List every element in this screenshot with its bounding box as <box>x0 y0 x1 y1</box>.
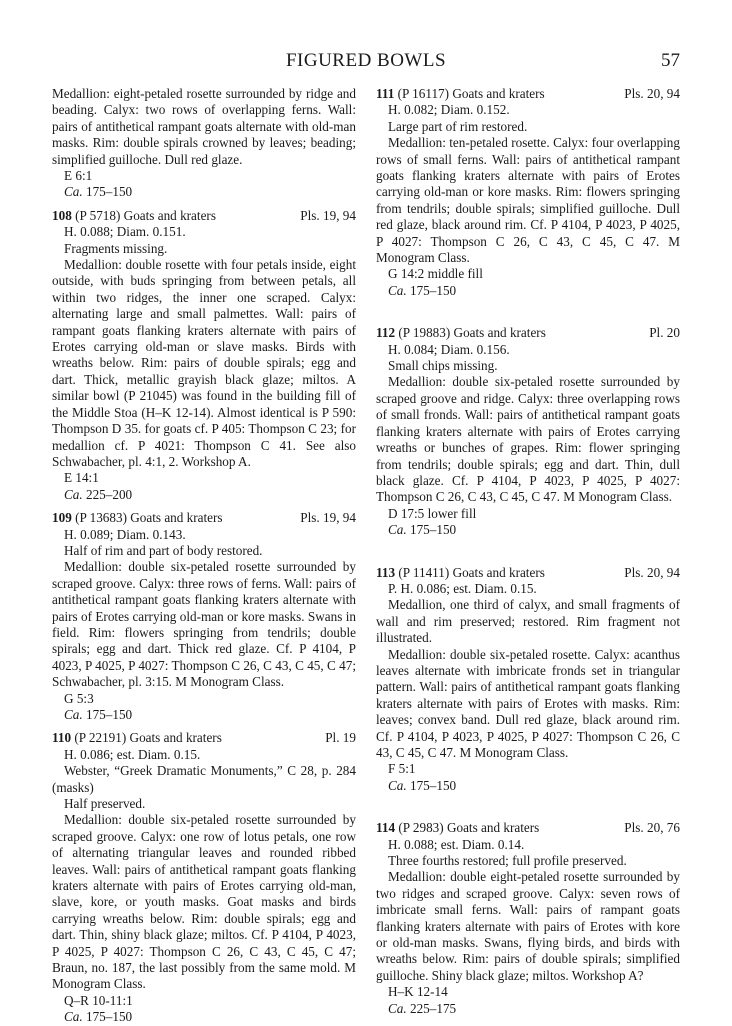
catalogue-entry-111 <box>376 86 680 299</box>
running-head <box>0 50 732 74</box>
entry-number: 112 <box>376 325 396 341</box>
entry-number: 113 <box>376 564 396 580</box>
entry-condition: Half preserved. <box>64 796 146 812</box>
entry-title: (P 19883) Goats and kraters <box>398 325 546 341</box>
entry-dimensions: P. H. 0.086; est. Diam. 0.15. <box>388 580 537 596</box>
entry-title: (P 11411) Goats and kraters <box>398 564 545 580</box>
circa-label: Ca. <box>388 522 407 538</box>
page-number: 57 <box>661 50 680 71</box>
entry-date <box>376 778 680 794</box>
date-range: 225–175 <box>409 1000 457 1016</box>
entry-number: 109 <box>52 510 72 526</box>
circa-label: Ca. <box>388 282 407 298</box>
entry-number: 111 <box>376 86 395 101</box>
circa-label: Ca. <box>64 1009 83 1025</box>
entry-title: (P 16117) Goats and kraters <box>397 86 545 101</box>
left-column <box>52 86 356 1026</box>
catalogue-entry-109 <box>52 510 356 723</box>
entry-heading <box>52 208 356 224</box>
entry-plates: Pls. 20, 76 <box>624 820 680 836</box>
entry-context: D 17:5 lower fill <box>388 505 477 521</box>
entry-date <box>52 487 356 503</box>
entry-dimensions: H. 0.084; Diam. 0.156. <box>388 341 510 357</box>
entry-number: 110 <box>52 730 72 746</box>
entry-description: Medallion: double six-petaled rosette surrounded by scraped groove. Calyx: one row of lotus petals, one row of alternating triangular leaves and rounded ribbed leaves. Wall: pairs of antithetical rampant goats flanking kraters alternate with pairs of Erotes carrying old-man, slave, kore, or youth masks. Goat masks and birds carrying wreaths below. Rim: double spirals; egg and dart. Thin, shiny black glaze; miltos. Cf. P 4104, P 4023, P 4025, P 4027: Thompson C 26, C 43, C 45, C 47; Braun, no. 187, the last possibly from the same mold. M Monogram Class. <box>52 812 356 992</box>
entry-description: Medallion: double eight-petaled rosette surrounded by two ridges and scraped groove. Calyx: seven rows of imbricate small ferns. Wall: pairs of rampant goats flanking kraters alternate with pairs of Erotes with kore or old-man masks. Swans, flying birds, and birds with wreaths below. Rim: pairs of double spirals; simplified guilloche. Shiny black glaze; miltos. Workshop A? <box>376 869 680 983</box>
entry-context: F 5:1 <box>388 761 416 777</box>
entry-reference: Webster, “Greek Dramatic Monuments,” C 28, p. 284 (masks) <box>52 763 356 795</box>
entry-title: (P 22191) Goats and kraters <box>74 730 222 746</box>
entry-date <box>376 522 680 538</box>
entry-plates: Pls. 19, 94 <box>300 207 356 223</box>
date-range: 175–150 <box>85 184 133 200</box>
entry-description: Medallion: double rosette with four petals inside, eight outside, with buds springing from between petals, all within two ridges, the inner one scraped. Calyx: alternating large and small palmettes. Wall: pairs of rampant goats flanking kraters alternate with pairs of Erotes carrying old-man or slave masks. Birds with wreaths below. Rim: pairs of double spirals; egg and dart. Thick, metallic grayish black glaze; miltos. A similar bowl (P 21045) was found in the building fill of the Middle Stoa (H–K 12-14). Almost identical is P 590: Thompson D 35. for goats cf. P 405: Thompson C 23; for medallion cf. P 4021: Thompson C 41. See also Schwabacher, pl. 4:1, 2. Workshop A. <box>52 257 356 469</box>
entry-number: 114 <box>376 820 396 836</box>
entry-heading <box>52 730 356 746</box>
entry-title: (P 5718) Goats and kraters <box>75 207 216 223</box>
date-range: 175–150 <box>409 522 457 538</box>
entry-description: Medallion: ten-petaled rosette. Calyx: four overlapping rows of small ferns. Wall: pairs of antithetical rampant goats flanking kraters alternate with pairs of Erotes carrying old-man or kore masks. Rim: flowers springing from tendrils; double spirals; simplified guilloche. Dull red glaze, black around rim. Cf. P 4104, P 4023, P 4025, P 4027: Thompson C 26, C 43, C 45, C 47. M Monogram Class. <box>376 135 680 266</box>
catalogue-entry-108 <box>52 208 356 503</box>
entry-number: 108 <box>52 207 72 223</box>
entry-context: E 14:1 <box>64 470 99 486</box>
entry-description: Medallion: double six-petaled rosette surrounded by scraped groove and ridge. Calyx: three overlapping rows of small fronds. Wall: pairs of antithetical rampant goats flanking kraters alternate with pairs of Erotes carrying wreaths or bunches of grapes. Rim: flower springing from tendrils; double spirals; egg and dart. Thin, dull black glaze. Cf. P 4104, P 4023, P 4025, P 4027: Thompson C 26, C 43, C 45, C 47. M Monogram Class. <box>376 374 680 505</box>
entry-date <box>52 184 356 200</box>
entry-condition: Fragments missing. <box>64 240 168 256</box>
entry-date <box>52 1009 356 1025</box>
entry-heading <box>376 565 680 581</box>
date-range: 175–150 <box>409 282 457 298</box>
entry-condition: Half of rim and part of body restored. <box>64 542 263 558</box>
circa-label: Ca. <box>388 1000 407 1016</box>
entry-date <box>52 707 356 723</box>
entry-title: (P 13683) Goats and kraters <box>75 510 223 526</box>
circa-label: Ca. <box>388 777 407 793</box>
entry-description: Medallion: double six-petaled rosette surrounded by scraped groove. Calyx: three rows of ferns. Wall: pairs of antithetical rampant goats flanking kraters alternate with pairs of Erotes carrying old-man or kore masks. Swans in field. Rim: flowers springing from tendrils; double spirals; egg and dart. Thick red glaze. Cf. P 4104, P 4023, P 4025, P 4027: Thompson C 26, C 43, C 45, C 47; Schwabacher, pl. 3:15. M Monogram Class. <box>52 559 356 690</box>
catalogue-entry-112 <box>376 325 680 538</box>
entry-date <box>376 1001 680 1017</box>
right-column <box>376 86 680 1017</box>
entry-condition: Medallion, one third of calyx, and small fragments of wall and rim preserved; restored. Rim fragment not illustrated. <box>376 597 680 646</box>
circa-label: Ca. <box>64 707 83 722</box>
entry-dimensions: H. 0.082; Diam. 0.152. <box>388 102 510 118</box>
entry-description: Medallion: eight-petaled rosette surrounded by ridge and beading. Calyx: two rows of overlapping ferns. Wall: pairs of antithetical rampant goats alternate with old-man masks. Rim: double spirals crowned by leaves; beading; simplified guilloche. Dull red glaze. <box>52 86 356 167</box>
entry-dimensions: H. 0.088; est. Diam. 0.14. <box>388 836 525 852</box>
catalogue-entry-113 <box>376 565 680 795</box>
entry-context: G 14:2 middle fill <box>388 266 483 282</box>
entry-plates: Pl. 20 <box>649 325 680 341</box>
entry-title: (P 2983) Goats and kraters <box>398 820 540 836</box>
entry-dimensions: H. 0.086; est. Diam. 0.15. <box>64 746 201 762</box>
entry-plates: Pls. 20, 94 <box>624 86 680 101</box>
entry-context: Q–R 10-11:1 <box>64 992 133 1008</box>
entry-context: E 6:1 <box>64 168 93 184</box>
entry-date <box>376 283 680 299</box>
date-range: 175–150 <box>85 707 133 722</box>
entry-plates: Pls. 20, 94 <box>624 564 680 580</box>
circa-label: Ca. <box>64 184 83 200</box>
entry-dimensions: H. 0.089; Diam. 0.143. <box>64 526 186 542</box>
catalogue-entry-110 <box>52 730 356 1025</box>
entry-dimensions: H. 0.088; Diam. 0.151. <box>64 224 186 240</box>
entry-plates: Pl. 19 <box>325 730 356 746</box>
entry-heading <box>376 325 680 341</box>
circa-label: Ca. <box>64 486 83 502</box>
entry-heading <box>52 510 356 526</box>
entry-condition: Large part of rim restored. <box>388 118 528 134</box>
catalogue-entry-114 <box>376 820 680 1017</box>
date-range: 175–150 <box>85 1009 133 1025</box>
date-range: 175–150 <box>409 777 457 793</box>
entry-heading <box>376 820 680 836</box>
entry-context: H–K 12-14 <box>388 984 448 1000</box>
date-range: 225–200 <box>85 486 133 502</box>
running-head-title: FIGURED BOWLS <box>285 50 447 71</box>
entry-condition: Small chips missing. <box>388 358 498 374</box>
entry-plates: Pls. 19, 94 <box>300 510 356 526</box>
entry-heading <box>376 86 680 102</box>
entry-context: G 5:3 <box>64 690 94 706</box>
entry-condition: Three fourths restored; full profile preserved. <box>388 853 627 868</box>
entry-description: Medallion: double six-petaled rosette. Calyx: acanthus leaves alternate with imbricate fronds set in triangular pattern. Wall: pairs of antithetical rampant goats flanking kraters alternate with pairs of Erotes with masks. Rim: leaves; convex band. Dull red glaze, black around rim. Cf. P 4104, P 4023, P 4025, P 4027: Thompson C 26, C 43, C 45, C 47. M Monogram Class. <box>376 646 680 760</box>
